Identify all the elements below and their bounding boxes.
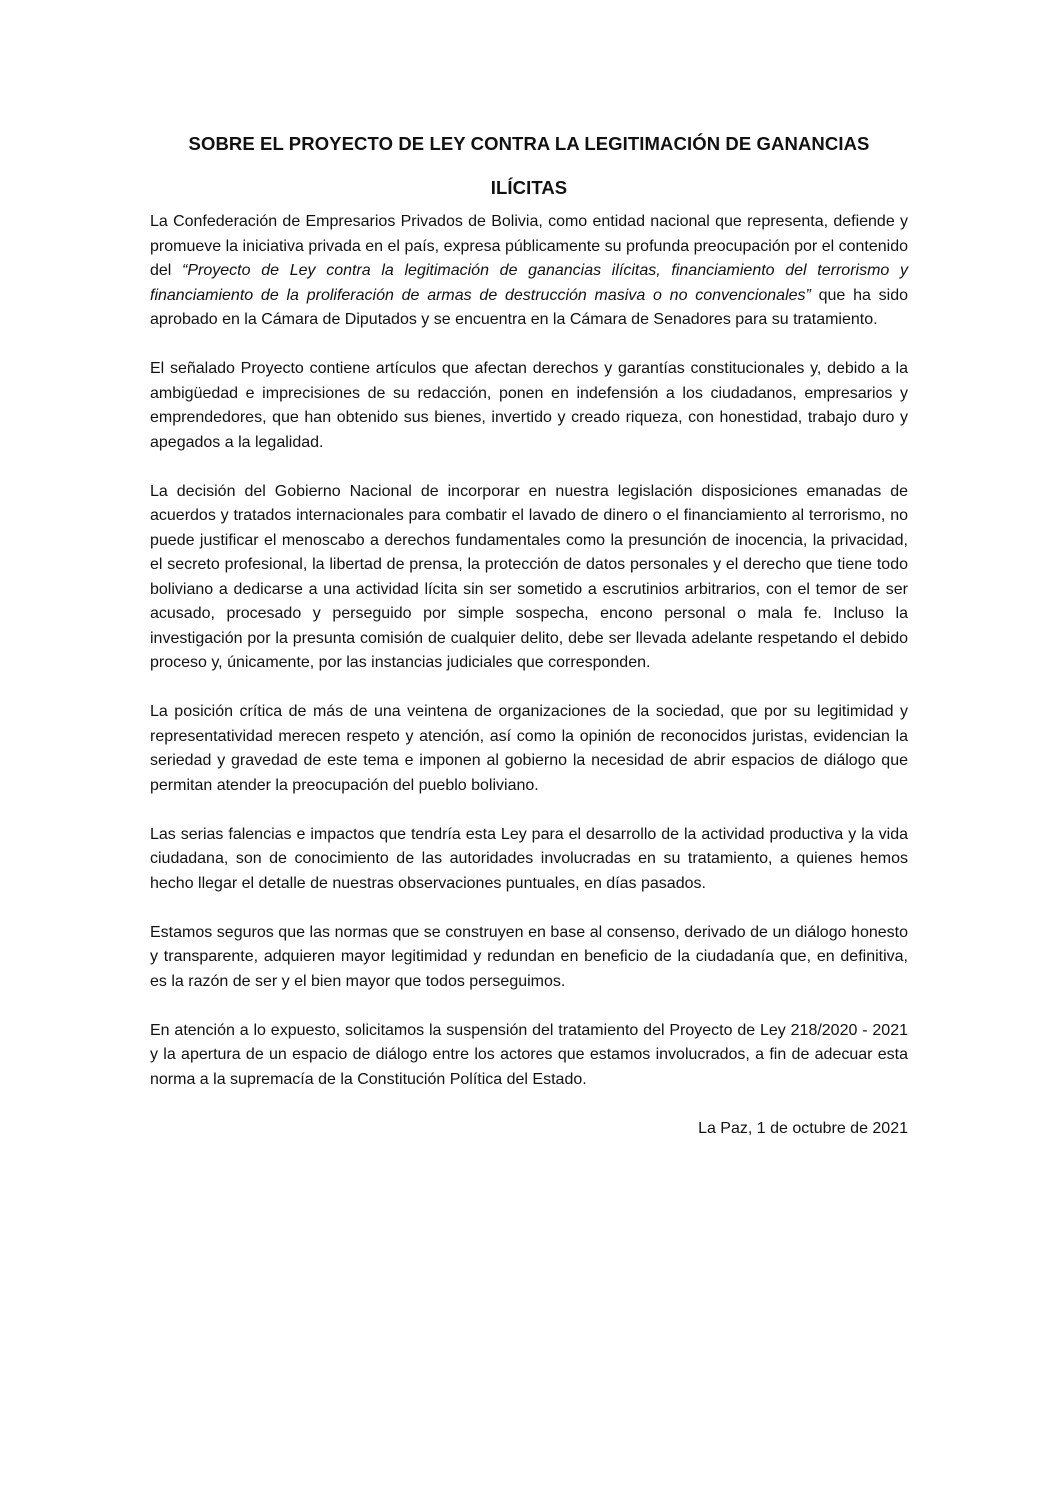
title-line-2: ILÍCITAS <box>490 177 568 198</box>
paragraph-1-intro: La Confederación de Empresarios Privados de Bolivia, como entidad nacional que representa, defiende y promueve la iniciativa privada en el país, expresa públicamente su profunda preocupación por el contenido del <box>150 213 908 279</box>
paragraph-1-end: que ha sido aprobado en la Cámara de Diputados y se encuentra en la Cámara de Senadores para su tratamiento. <box>150 286 908 328</box>
paragraph-5: Las serias falencias e impactos que tendría esta Ley para el desarrollo de la actividad productiva y la vida ciudadana, son de conocimiento de las autoridades involucradas en su tratamiento, a quienes hemos hecho llegar el detalle de nuestras observaciones puntuales, en días pasados. <box>150 825 908 892</box>
document-page <box>150 122 908 1141</box>
document-title <box>150 122 908 210</box>
title-line-1: SOBRE EL PROYECTO DE LEY CONTRA LA LEGITIMACIÓN DE GANANCIAS <box>188 133 870 154</box>
paragraph-7: En atención a lo expuesto, solicitamos la suspensión del tratamiento del Proyecto de Ley 218/2020 - 2021 y la apertura de un espacio de diálogo entre los actores que estamos involucrados, a fin de adecuar esta norma a la supremacía de la Constitución Política del Estado. <box>150 1021 908 1088</box>
paragraph-2: El señalado Proyecto contiene artículos que afectan derechos y garantías constitucionales y, debido a la ambigüedad e imprecisiones de su redacción, ponen en indefensión a los ciudadanos, empresarios y emprendedores, que han obtenido sus bienes, invertido y creado riqueza, con honestidad, trabajo duro y apegados a la legalidad. <box>150 360 908 451</box>
bill-name-italic: “Proyecto de Ley contra la legitimación de ganancias ilícitas, financiamiento del terrorismo y financiamiento de la proliferación de armas de destrucción masiva o no convencionales” <box>150 262 909 304</box>
date-signature: La Paz, 1 de octubre de 2021 <box>698 1119 908 1137</box>
paragraph-6: Estamos seguros que las normas que se construyen en base al consenso, derivado de un diálogo honesto y transparente, adquieren mayor legitimidad y redundan en beneficio de la ciudadanía que, en definitiva, es la razón de ser y el bien mayor que todos perseguimos. <box>150 923 908 990</box>
paragraph-4: La posición crítica de más de una veintena de organizaciones de la sociedad, que por su legitimidad y representatividad merecen respeto y atención, así como la opinión de reconocidos juristas, evidencian la seriedad y gravedad de este tema e imponen al gobierno la necesidad de abrir espacios de diálogo que permitan atender la preocupación del pueblo boliviano. <box>150 703 908 794</box>
paragraph-1 <box>150 210 908 333</box>
paragraph-3: La decisión del Gobierno Nacional de incorporar en nuestra legislación disposiciones emanadas de acuerdos y tratados internacionales para combatir el lavado de dinero o el financiamiento al terrorismo, no puede justificar el menoscabo a derechos fundamentales como la presunción de inocencia, la privacidad, el secreto profesional, la libertad de prensa, la protección de datos personales y el derecho que tiene todo boliviano a dedicarse a una actividad lícita sin ser sometido a escrutinios arbitrarios, con el temor de ser acusado, procesado y perseguido por simple sospecha, encono personal o mala fe. Incluso la investigación por la presunta comisión de cualquier delito, debe ser llevada adelante respetando el debido proceso y, únicamente, por las instancias judiciales que corresponden. <box>150 482 908 671</box>
